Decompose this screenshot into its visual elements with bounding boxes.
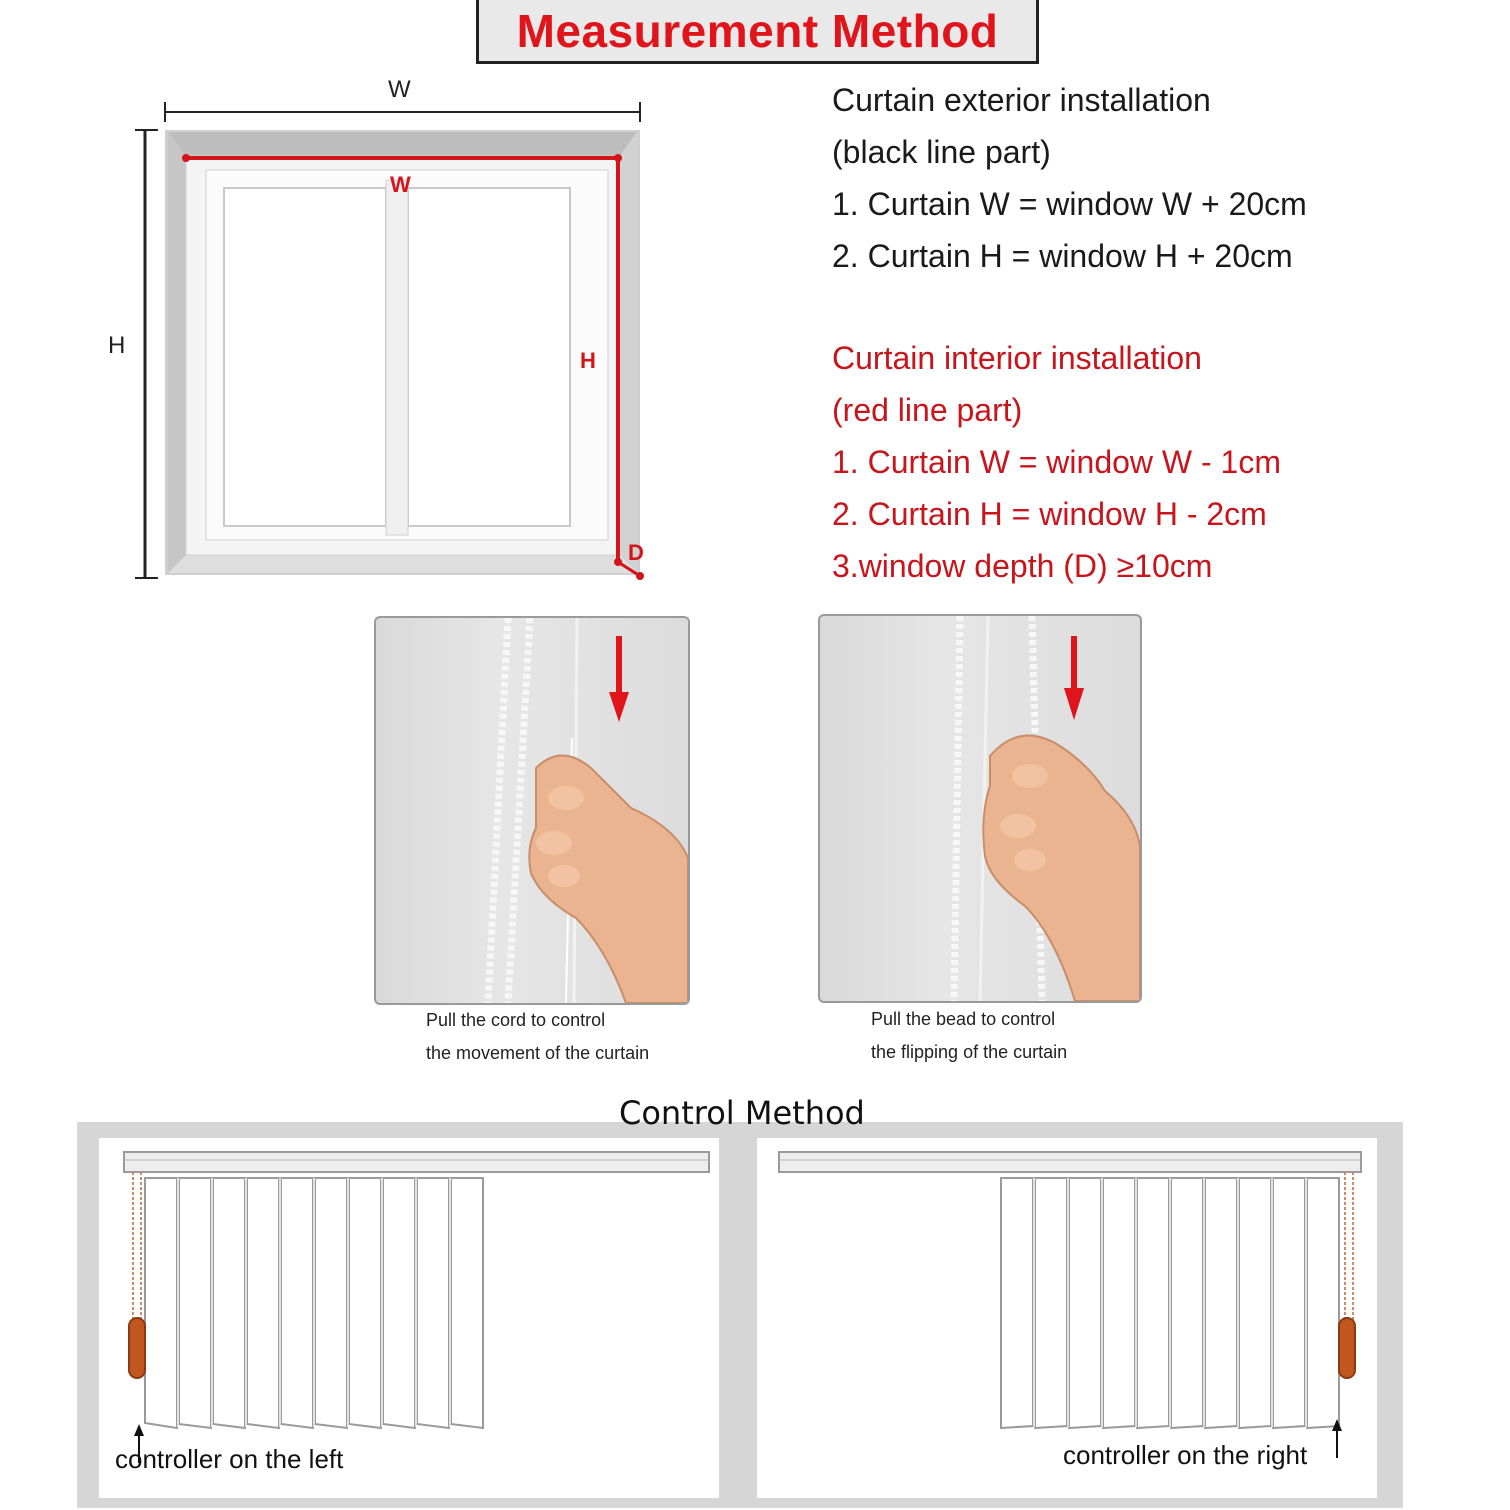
pull-bead-caption: [871, 1003, 1067, 1069]
interior-rule-3: 3.window depth (D) ≥10cm: [832, 548, 1213, 584]
interior-heading-2: (red line part): [832, 392, 1023, 428]
pull-cord-caption: [426, 1004, 649, 1070]
pull-bead-caption-2: the flipping of the curtain: [871, 1042, 1068, 1062]
outer-height-label: H: [108, 332, 126, 359]
exterior-rule-1: 1. Curtain W = window W + 20cm: [832, 186, 1307, 222]
interior-rule-1: 1. Curtain W = window W - 1cm: [832, 444, 1281, 480]
interior-rule-2: 2. Curtain H = window H - 2cm: [832, 496, 1267, 532]
depth-label: D: [628, 540, 644, 565]
inner-width-label: W: [390, 172, 411, 197]
left-controller-label: controller on the left: [115, 1444, 344, 1474]
exterior-rule-2: 2. Curtain H = window H + 20cm: [832, 238, 1293, 274]
right-controller-label: controller on the right: [1063, 1440, 1308, 1470]
window-diagram: [100, 70, 680, 600]
pull-cord-photo: [374, 616, 690, 1005]
right-controller-weight: [1339, 1318, 1355, 1378]
pull-bead-illustration: [820, 616, 1140, 1001]
outer-width-label: W: [388, 76, 411, 103]
left-controller-panel: [99, 1138, 719, 1498]
interior-heading-1: Curtain interior installation: [832, 340, 1202, 376]
window-drawing: [100, 70, 680, 600]
title-banner: [476, 0, 1039, 64]
exterior-heading-2: (black line part): [832, 134, 1051, 170]
pull-cord-illustration: [376, 618, 688, 1003]
pull-bead-photo: [818, 614, 1142, 1003]
pull-bead-caption-1: Pull the bead to control: [871, 1009, 1056, 1029]
exterior-instructions: [832, 74, 1307, 282]
pull-cord-caption-1: Pull the cord to control: [426, 1010, 606, 1030]
control-title: Control Method: [619, 1094, 865, 1132]
interior-instructions: [832, 332, 1281, 592]
page-title: Measurement Method: [516, 4, 999, 57]
pull-cord-caption-2: the movement of the curtain: [426, 1043, 650, 1063]
exterior-heading-1: Curtain exterior installation: [832, 82, 1211, 118]
right-controller-panel: [757, 1138, 1377, 1498]
left-controller-weight: [129, 1318, 145, 1378]
inner-height-label: H: [580, 348, 596, 373]
